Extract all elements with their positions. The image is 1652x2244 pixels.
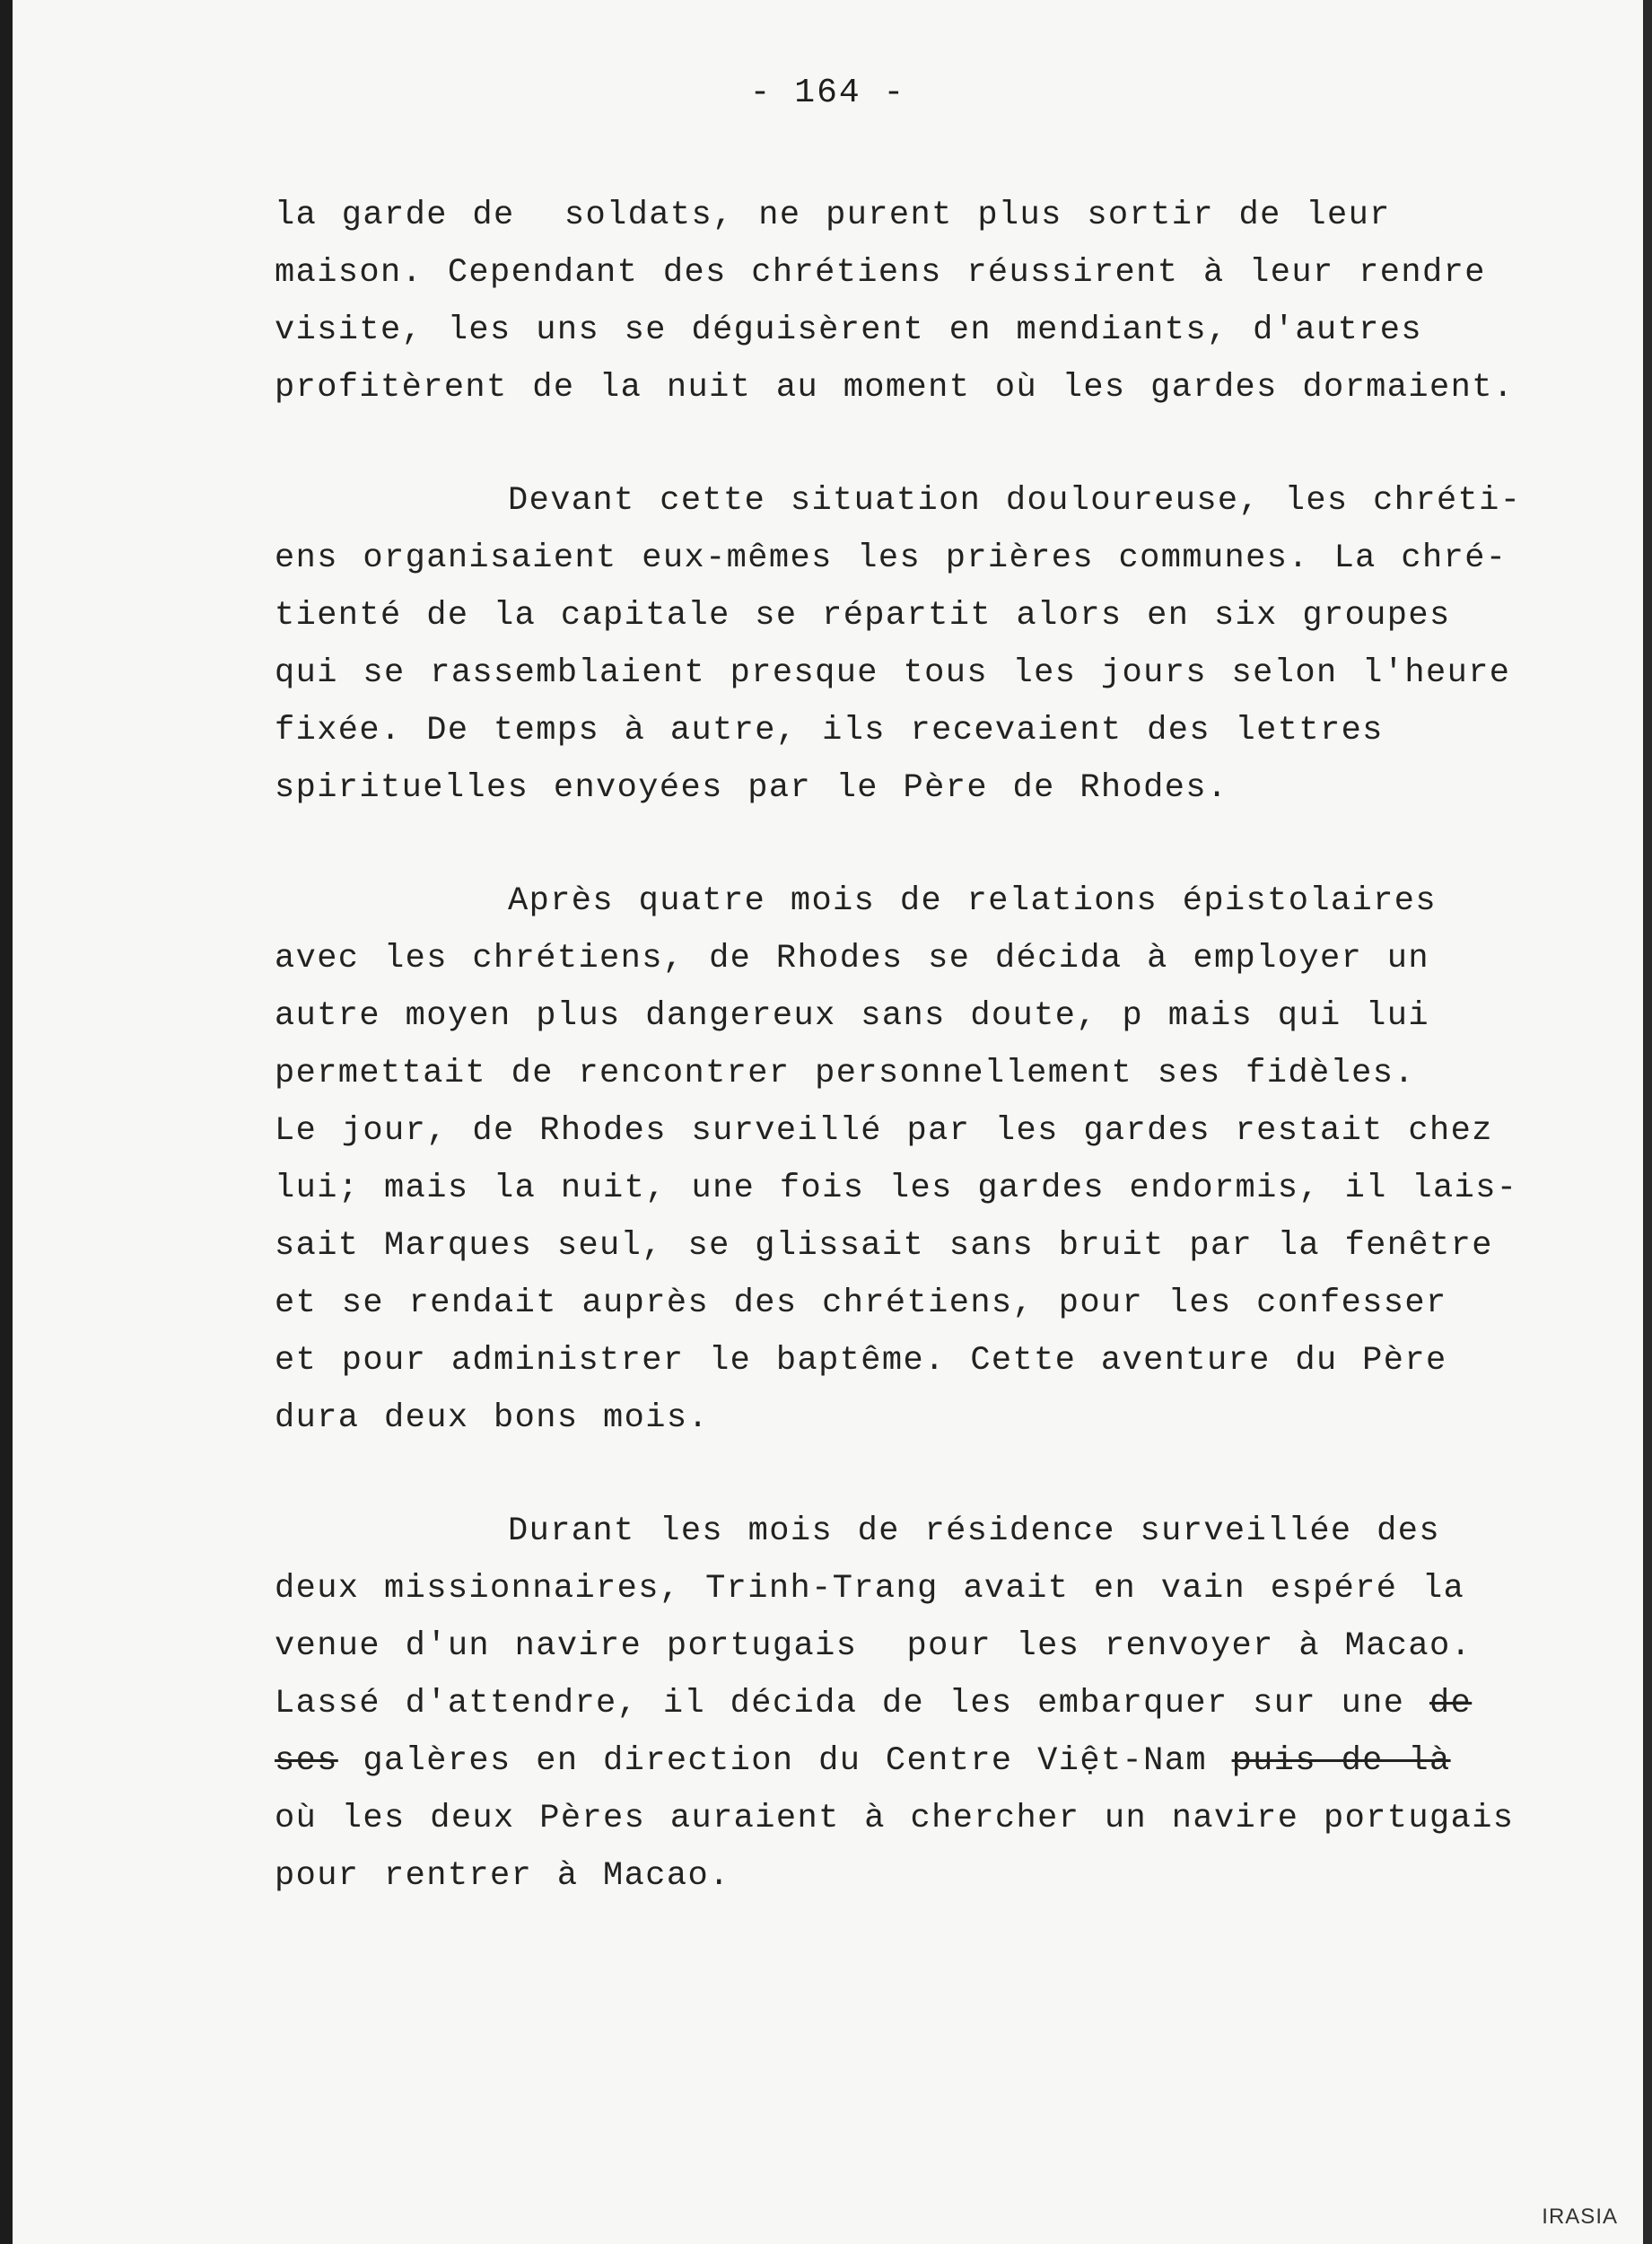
typewritten-page <box>13 0 1643 2244</box>
text-line: et pour administrer le baptême. Cette aventure du Père <box>275 1342 1447 1380</box>
text-line: sait Marques seul, se glissait sans bruit par la fenêtre <box>275 1227 1493 1265</box>
text-line: avec les chrétiens, de Rhodes se décida à employer un <box>275 940 1429 977</box>
text-line: spirituelles envoyées par le Père de Rhodes. <box>275 769 1228 807</box>
text-segment: Lassé d'attendre, il décida de les embarquer sur une <box>275 1685 1429 1722</box>
paragraph-1 <box>275 187 1549 416</box>
text-line: ens organisaient eux-mêmes les prières communes. La chré- <box>275 539 1508 577</box>
text-line: où les deux Pères auraient à chercher un navire portugais <box>275 1800 1515 1837</box>
struck-text: de <box>1429 1685 1473 1722</box>
text-line: tienté de la capitale se répartit alors en six groupes <box>275 597 1451 635</box>
text-line: deux missionnaires, Trinh-Trang avait en vain espéré la <box>275 1570 1465 1608</box>
text-line: lui; mais la nuit, une fois les gardes endormis, il lais- <box>275 1170 1518 1207</box>
text-line: permettait de rencontrer personnellement ses fidèles. <box>275 1055 1415 1092</box>
text-line: et se rendait auprès des chrétiens, pour les confesser <box>275 1284 1447 1322</box>
paragraph-3 <box>275 872 1549 1447</box>
scan-border-left <box>0 0 13 2244</box>
text-line: qui se rassemblaient presque tous les jours selon l'heure <box>275 654 1511 692</box>
text-line: Après quatre mois de relations épistolaires <box>508 882 1437 920</box>
scan-border-right <box>1643 0 1652 2244</box>
text-line: profitèrent de la nuit au moment où les gardes dormaient. <box>275 369 1515 407</box>
text-line: la garde de soldats, ne purent plus sortir de leur <box>275 197 1391 234</box>
text-line: dura deux bons mois. <box>275 1399 710 1437</box>
text-line: fixée. De temps à autre, ils recevaient des lettres <box>275 712 1384 749</box>
text-line <box>275 1732 1549 1790</box>
text-segment: galères en direction du Centre Việt-Nam <box>337 1742 1232 1780</box>
text-line: Le jour, de Rhodes surveillé par les gardes restait chez <box>275 1112 1493 1150</box>
text-line: pour rentrer à Macao. <box>275 1857 730 1895</box>
paragraph-2 <box>275 472 1549 817</box>
text-line <box>275 1675 1549 1732</box>
text-line: autre moyen plus dangereux sans doute, p mais qui lui <box>275 997 1429 1035</box>
text-line: venue d'un navire portugais pour les renvoyer à Macao. <box>275 1627 1473 1665</box>
archive-watermark: IRASIA <box>1542 2205 1618 2229</box>
struck-text: ses <box>275 1742 338 1780</box>
text-line: Devant cette situation douloureuse, les chréti- <box>508 482 1522 520</box>
text-line: visite, les uns se déguisèrent en mendiants, d'autres <box>275 311 1422 349</box>
struck-text: puis de là <box>1231 1742 1451 1780</box>
paragraph-4 <box>275 1503 1549 1905</box>
text-line: Durant les mois de résidence surveillée des <box>508 1512 1440 1550</box>
page-number: - 164 - <box>749 74 906 112</box>
body-text <box>275 187 1549 1960</box>
text-line: maison. Cependant des chrétiens réussirent à leur rendre <box>275 254 1486 292</box>
